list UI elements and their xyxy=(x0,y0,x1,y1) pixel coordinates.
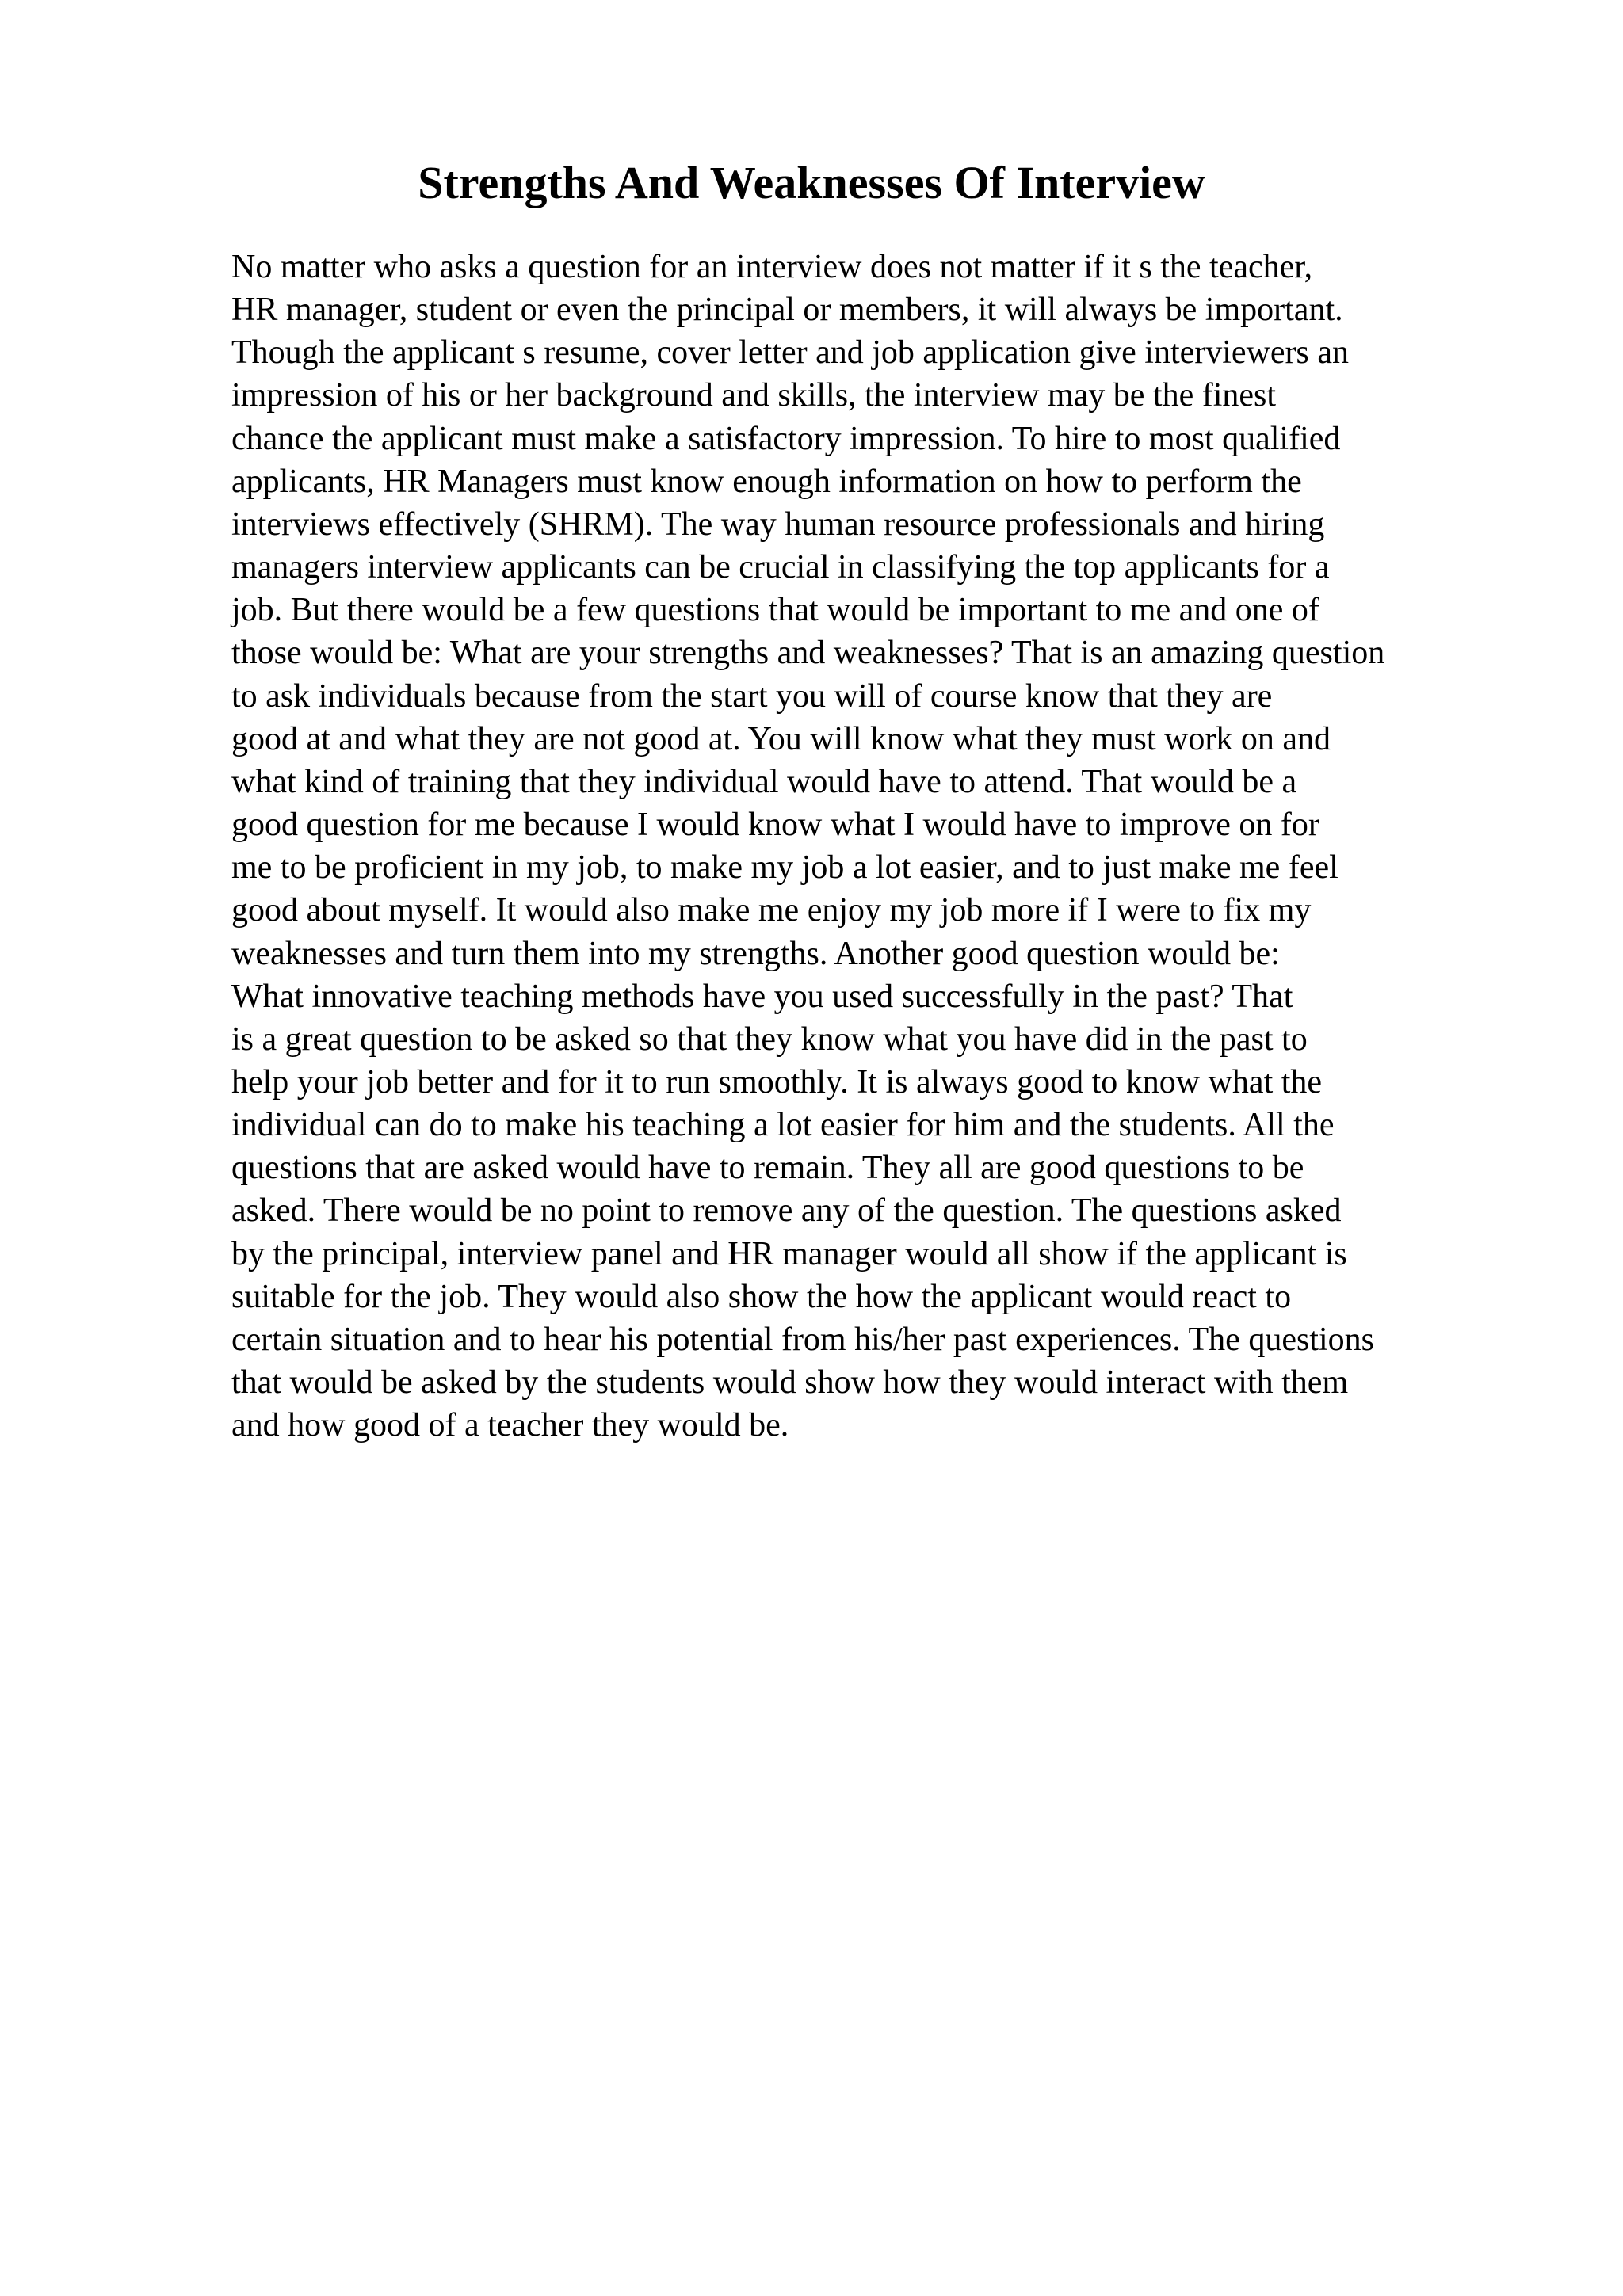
body-line: to ask individuals because from the start you will of course know that they are xyxy=(231,677,1273,715)
body-line: applicants, HR Managers must know enough information on how to perform the xyxy=(231,463,1302,500)
body-line: HR manager, student or even the principal or members, it will always be important. xyxy=(231,292,1343,329)
body-line: and how good of a teacher they would be. xyxy=(231,1407,789,1444)
body-line: by the principal, interview panel and HR manager would all show if the applicant is xyxy=(231,1235,1347,1272)
body-line: interviews effectively (SHRM). The way human resource professionals and hiring xyxy=(231,505,1325,543)
body-line: What innovative teaching methods have you used successfully in the past? That xyxy=(231,978,1293,1015)
body-line: chance the applicant must make a satisfactory impression. To hire to most qualified xyxy=(231,420,1341,457)
body-line: what kind of training that they individual would have to attend. That would be a xyxy=(231,763,1297,800)
body-line: me to be proficient in my job, to make my job a lot easier, and to just make me feel xyxy=(231,849,1338,887)
body-line: No matter who asks a question for an interview does not matter if it s the teacher, xyxy=(231,249,1313,285)
body-line: suitable for the job. They would also show the how the applicant would react to xyxy=(231,1278,1292,1315)
body-line: help your job better and for it to run smoothly. It is always good to know what the xyxy=(231,1063,1323,1100)
body-line: Though the applicant s resume, cover letter and job application give interviewers an xyxy=(231,334,1350,372)
body-line: that would be asked by the students would show how they would interact with them xyxy=(231,1364,1349,1402)
body-line: asked. There would be no point to remove any of the question. The questions asked xyxy=(231,1192,1342,1230)
body-line: impression of his or her background and skills, the interview may be the finest xyxy=(231,377,1277,414)
body-line: managers interview applicants can be crucial in classifying the top applicants for a xyxy=(231,549,1330,586)
body-line: certain situation and to hear his potential from his/her past experiences. The questions xyxy=(231,1321,1374,1358)
document-body xyxy=(231,246,1610,1447)
body-line: job. But there would be a few questions that would be important to me and one of xyxy=(231,592,1319,629)
body-line: good about myself. It would also make me enjoy my job more if I were to fix my xyxy=(231,892,1312,929)
document-title: Strengths And Weaknesses Of Interview xyxy=(418,157,1205,208)
body-line: questions that are asked would have to remain. They all are good questions to be xyxy=(231,1150,1304,1187)
body-line: good at and what they are not good at. You will know what they must work on and xyxy=(231,720,1331,757)
body-line: is a great question to be asked so that they know what you have did in the past to xyxy=(231,1020,1308,1058)
body-line: weaknesses and turn them into my strengths. Another good question would be: xyxy=(231,935,1280,972)
body-line: individual can do to make his teaching a lot easier for him and the students. All the xyxy=(231,1107,1335,1144)
body-line: good question for me because I would know what I would have to improve on for xyxy=(231,807,1319,844)
body-line: those would be: What are your strengths and weaknesses? That is an amazing question xyxy=(231,635,1385,672)
